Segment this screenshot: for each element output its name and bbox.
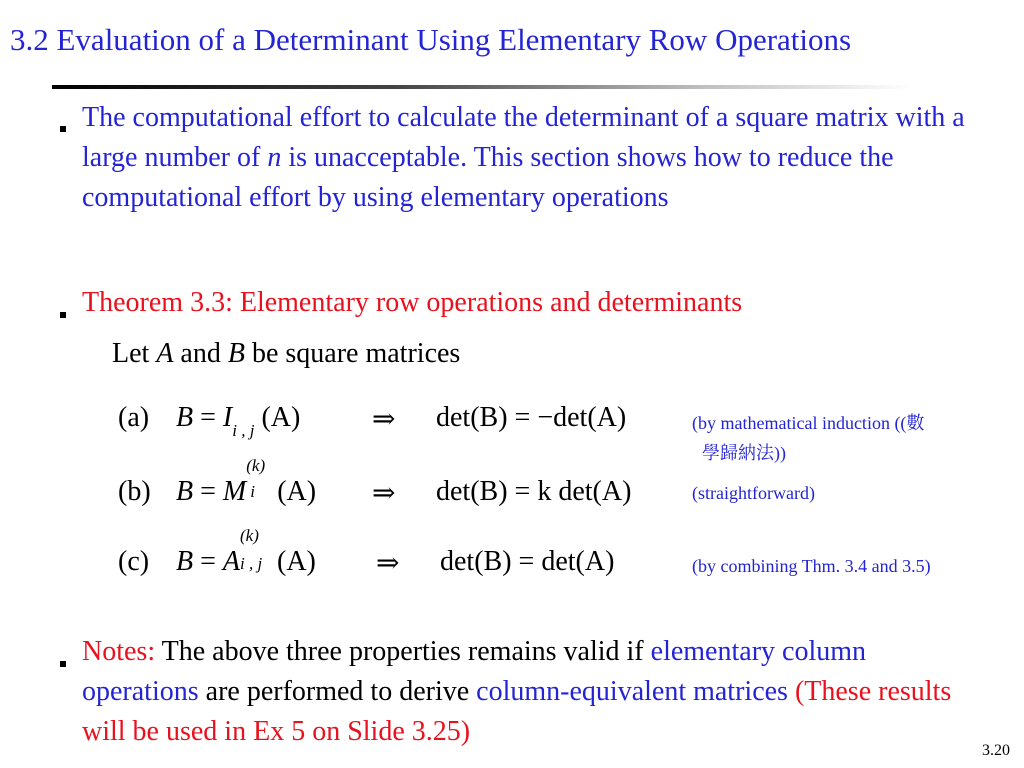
equation-b-operator: M	[222, 476, 247, 507]
page-number: 3.20	[982, 742, 1010, 759]
bullet-marker	[60, 126, 66, 132]
intro-text-end: is unacceptable. This section shows how to reduce the computational effort by using elementary operations	[82, 142, 894, 213]
equation-b-lhs	[176, 456, 317, 508]
equation-c-lhs-var: B	[176, 546, 194, 577]
equation-b-argument: (A)	[277, 476, 317, 507]
notes-highlight-1: elementary column operations	[82, 636, 866, 707]
equation-b-note: (straightforward)	[692, 483, 815, 503]
equation-c-implies: ⇒	[376, 548, 400, 579]
equation-c-scripts	[240, 526, 270, 573]
let-var-b: B	[227, 338, 245, 369]
equation-b-implies: ⇒	[372, 478, 396, 509]
equation-a-subscript: i , j	[232, 421, 255, 440]
equation-c-note: (by combining Thm. 3.4 and 3.5)	[692, 556, 931, 576]
equation-c-rhs: det(B) = det(A)	[440, 546, 615, 577]
equation-c-subscript: i , j	[240, 554, 263, 573]
equation-a-label: (a)	[118, 402, 150, 433]
equation-a-rhs: det(B) = −det(A)	[436, 402, 627, 433]
notes-text-1: The above three properties remains valid if	[155, 636, 651, 667]
equation-b-lhs-var: B	[176, 476, 194, 507]
notes-paragraph	[82, 632, 952, 752]
notes-highlight-2: column-equivalent matrices	[476, 676, 788, 707]
equation-c-argument: (A)	[277, 546, 316, 577]
equation-b-equals: =	[200, 476, 216, 507]
equation-a-note	[692, 409, 924, 465]
equation-a-equals: =	[200, 402, 216, 433]
intro-var-n: n	[267, 142, 282, 173]
let-suffix: be square matrices	[244, 338, 461, 369]
equation-c-label: (c)	[118, 546, 150, 577]
equation-a-lhs-var: B	[176, 402, 194, 433]
equation-b-rhs: det(B) = k det(A)	[436, 476, 632, 507]
equation-a-note-line1: (by mathematical induction ((數	[692, 413, 925, 433]
notes-red-tail: (These results will be used in Ex 5 on Slide 3.25)	[82, 676, 952, 747]
theorem-let-line	[112, 334, 460, 374]
equation-b-superscript: (k)	[246, 456, 266, 475]
bullet-marker	[60, 312, 66, 318]
notes-text-2: are performed to derive	[198, 676, 477, 707]
slide-title: 3.2 Evaluation of a Determinant Using Elementary Row Operations	[10, 22, 852, 57]
equation-a-argument: (A)	[261, 402, 301, 433]
equation-a-note-line2: 學歸納法))	[702, 443, 786, 463]
equation-c-lhs	[176, 526, 316, 578]
theorem-heading: Theorem 3.3: Elementary row operations and determinants	[82, 287, 743, 318]
equation-a-implies: ⇒	[372, 404, 396, 435]
let-prefix: Let	[112, 338, 157, 369]
equation-a-operator: I	[222, 402, 233, 433]
equation-b-scripts	[246, 456, 270, 501]
equation-a-lhs	[176, 402, 301, 440]
equation-b-subscript: i	[250, 482, 255, 501]
notes-label: Notes:	[82, 636, 156, 667]
title-divider	[52, 85, 912, 89]
equation-c-equals: =	[200, 546, 216, 577]
intro-paragraph	[82, 98, 982, 218]
bullet-marker	[60, 661, 66, 667]
let-and: and	[173, 338, 228, 369]
equation-c-operator: A	[222, 546, 241, 577]
equation-b-label: (b)	[118, 476, 151, 507]
let-var-a: A	[156, 338, 174, 369]
equation-c-superscript: (k)	[240, 526, 259, 545]
intro-text-start: The computational effort to calculate the determinant of a square matrix with a large number of	[82, 102, 965, 173]
